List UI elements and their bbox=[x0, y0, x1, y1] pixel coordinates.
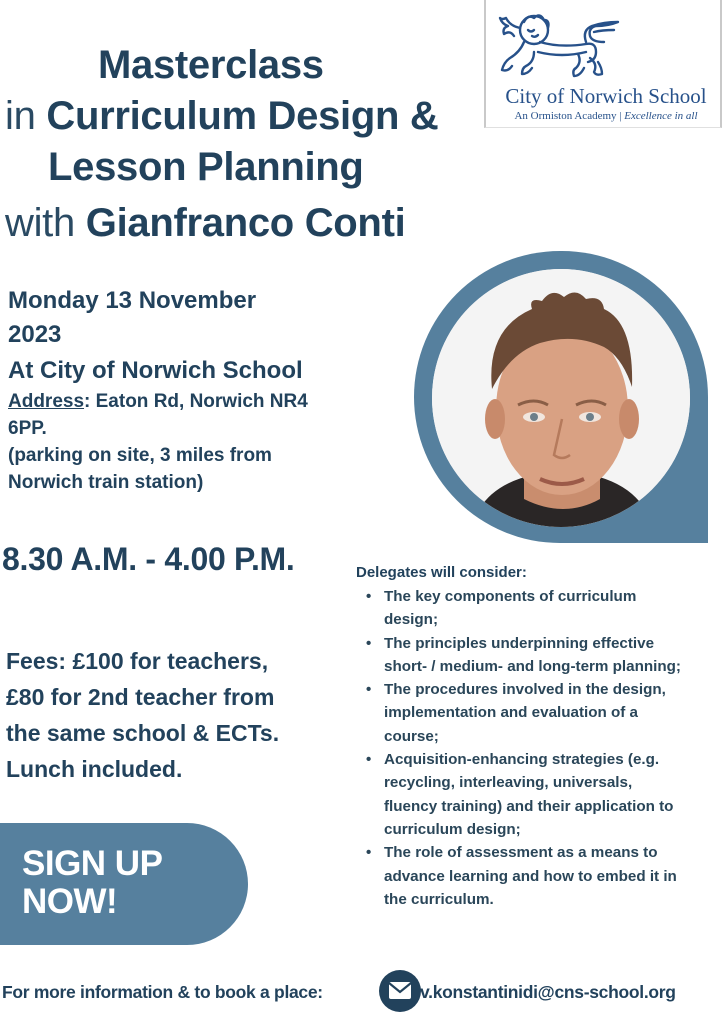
fees-line-3: the same school & ECTs. bbox=[6, 720, 280, 746]
fees-line-4: Lunch included. bbox=[6, 756, 183, 782]
presenter-photo-frame bbox=[414, 251, 708, 543]
school-logo bbox=[484, 0, 722, 128]
event-time: 8.30 A.M. - 4.00 P.M. bbox=[2, 541, 295, 577]
presenter-name: Gianfranco Conti bbox=[85, 201, 406, 245]
list-item: • The role of assessment as a means to advance learning and how to embed it in the curriculum. bbox=[356, 841, 686, 911]
fees-block bbox=[6, 643, 279, 787]
delegates-section bbox=[356, 564, 696, 911]
event-date-line-1: Monday 13 November bbox=[8, 287, 257, 314]
title-line-3 bbox=[48, 142, 364, 192]
event-date-line-2: 2023 bbox=[8, 321, 62, 348]
event-details bbox=[8, 284, 308, 496]
parking-note-line-2: Norwich train station) bbox=[8, 472, 204, 493]
list-item: • The procedures involved in the design, implementation and evaluation of a course; bbox=[356, 678, 686, 748]
list-item: • The key components of curriculum design; bbox=[356, 585, 686, 632]
portrait-illustration bbox=[432, 269, 690, 527]
school-tagline bbox=[494, 110, 718, 122]
address-value: : Eaton Rd, Norwich NR4 bbox=[84, 391, 308, 412]
sign-up-label bbox=[22, 845, 162, 921]
title-curriculum-design: Curriculum Design & bbox=[46, 94, 439, 138]
sign-up-line-1: SIGN UP bbox=[22, 844, 163, 883]
presenter-photo bbox=[432, 269, 690, 527]
separator: | bbox=[619, 110, 622, 122]
title-line-1 bbox=[98, 40, 324, 90]
title-line-4 bbox=[5, 198, 405, 248]
event-venue: At City of Norwich School bbox=[8, 357, 303, 384]
title-line-2 bbox=[5, 91, 439, 141]
school-name: City of Norwich School bbox=[505, 84, 707, 108]
sign-up-line-2: NOW! bbox=[22, 882, 118, 921]
title-prefix-with: with bbox=[5, 201, 86, 245]
envelope-icon[interactable] bbox=[379, 970, 421, 1012]
fees-line-2: £80 for 2nd teacher from bbox=[6, 684, 275, 710]
academy-name: An Ormiston Academy bbox=[514, 110, 617, 122]
list-item: • The principles underpinning effective short- / medium- and long-term planning; bbox=[356, 632, 686, 679]
title-lesson-planning: Lesson Planning bbox=[48, 145, 364, 189]
title-masterclass: Masterclass bbox=[98, 43, 324, 87]
lion-passant-icon bbox=[494, 6, 624, 82]
event-address bbox=[8, 388, 308, 415]
list-item: • Acquisition-enhancing strategies (e.g. recycling, interleaving, universals, fluency training) and their application to curriculum design; bbox=[356, 748, 686, 841]
delegates-heading: Delegates will consider: bbox=[356, 564, 527, 581]
parking-note-line-1: (parking on site, 3 miles from bbox=[8, 445, 272, 466]
title-prefix-in: in bbox=[5, 94, 47, 138]
delegates-list bbox=[356, 585, 686, 911]
address-label: Address bbox=[8, 391, 85, 412]
motto: Excellence in all bbox=[624, 110, 698, 122]
fees-line-1: Fees: £100 for teachers, bbox=[6, 648, 269, 674]
contact-label: For more information & to book a place: bbox=[2, 982, 323, 1002]
event-address-line-2: 6PP. bbox=[8, 418, 47, 439]
contact-email-link[interactable]: v.konstantinidi@cns-school.org bbox=[420, 982, 676, 1002]
sign-up-button[interactable] bbox=[0, 823, 248, 945]
